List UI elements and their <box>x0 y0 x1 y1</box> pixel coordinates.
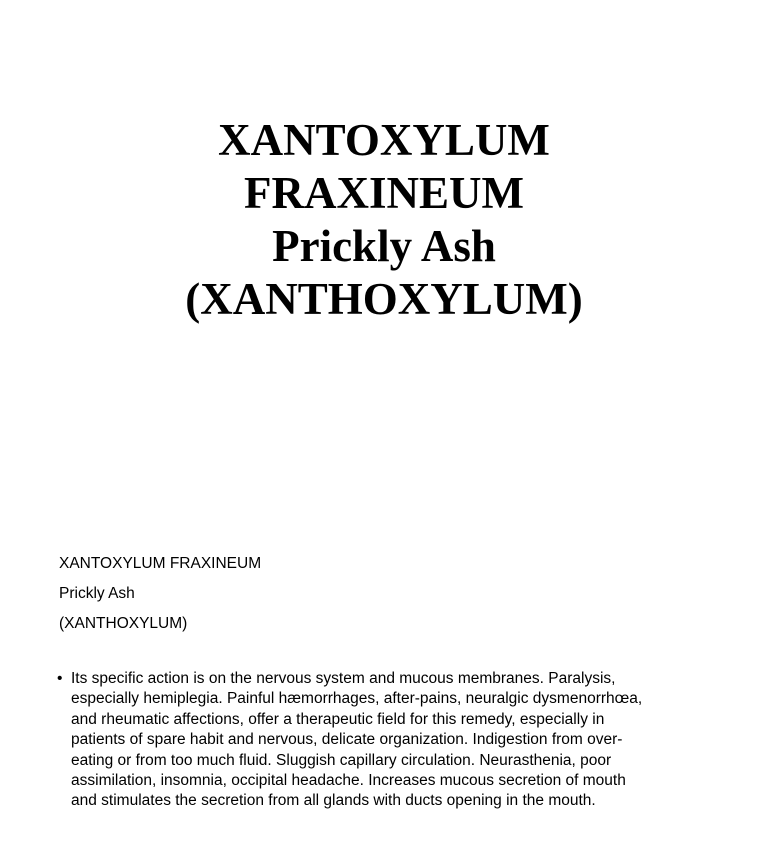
bullet-list <box>57 669 737 812</box>
bullet-text-line: and stimulates the secretion from all glands with ducts opening in the mouth. <box>71 792 596 810</box>
bullet-text-line: assimilation, insomnia, occipital headache. Increases mucous secretion of mouth <box>71 772 626 790</box>
title-line: FRAXINEUM <box>244 168 524 218</box>
bullet-text-line: eating or from too much fluid. Sluggish capillary circulation. Neurasthenia, poor <box>71 751 612 769</box>
bullet-text-line: especially hemiplegia. Painful hæmorrhages, after-pains, neuralgic dysmenorrhœa, <box>71 690 643 708</box>
bullet-text-line: Its specific action is on the nervous system and mucous membranes. Paralysis, <box>71 670 616 687</box>
subtitle-line: (XANTHOXYLUM) <box>59 615 188 632</box>
slide-title <box>0 114 768 326</box>
bullet-dot-icon: • <box>57 670 63 687</box>
bullet-text-line: patients of spare habit and nervous, delicate organization. Indigestion from over- <box>71 731 623 749</box>
title-line: Prickly Ash <box>272 221 496 271</box>
subtitle-line: Prickly Ash <box>59 585 135 602</box>
title-line: (XANTHOXYLUM) <box>185 274 583 324</box>
subtitle-line: XANTOXYLUM FRAXINEUM <box>59 555 262 572</box>
slide-subtitle <box>59 549 261 639</box>
title-line: XANTOXYLUM <box>218 115 550 165</box>
bullet-text-line: and rheumatic affections, offer a therapeutic field for this remedy, especially in <box>71 710 605 728</box>
bullet-item <box>57 669 737 812</box>
